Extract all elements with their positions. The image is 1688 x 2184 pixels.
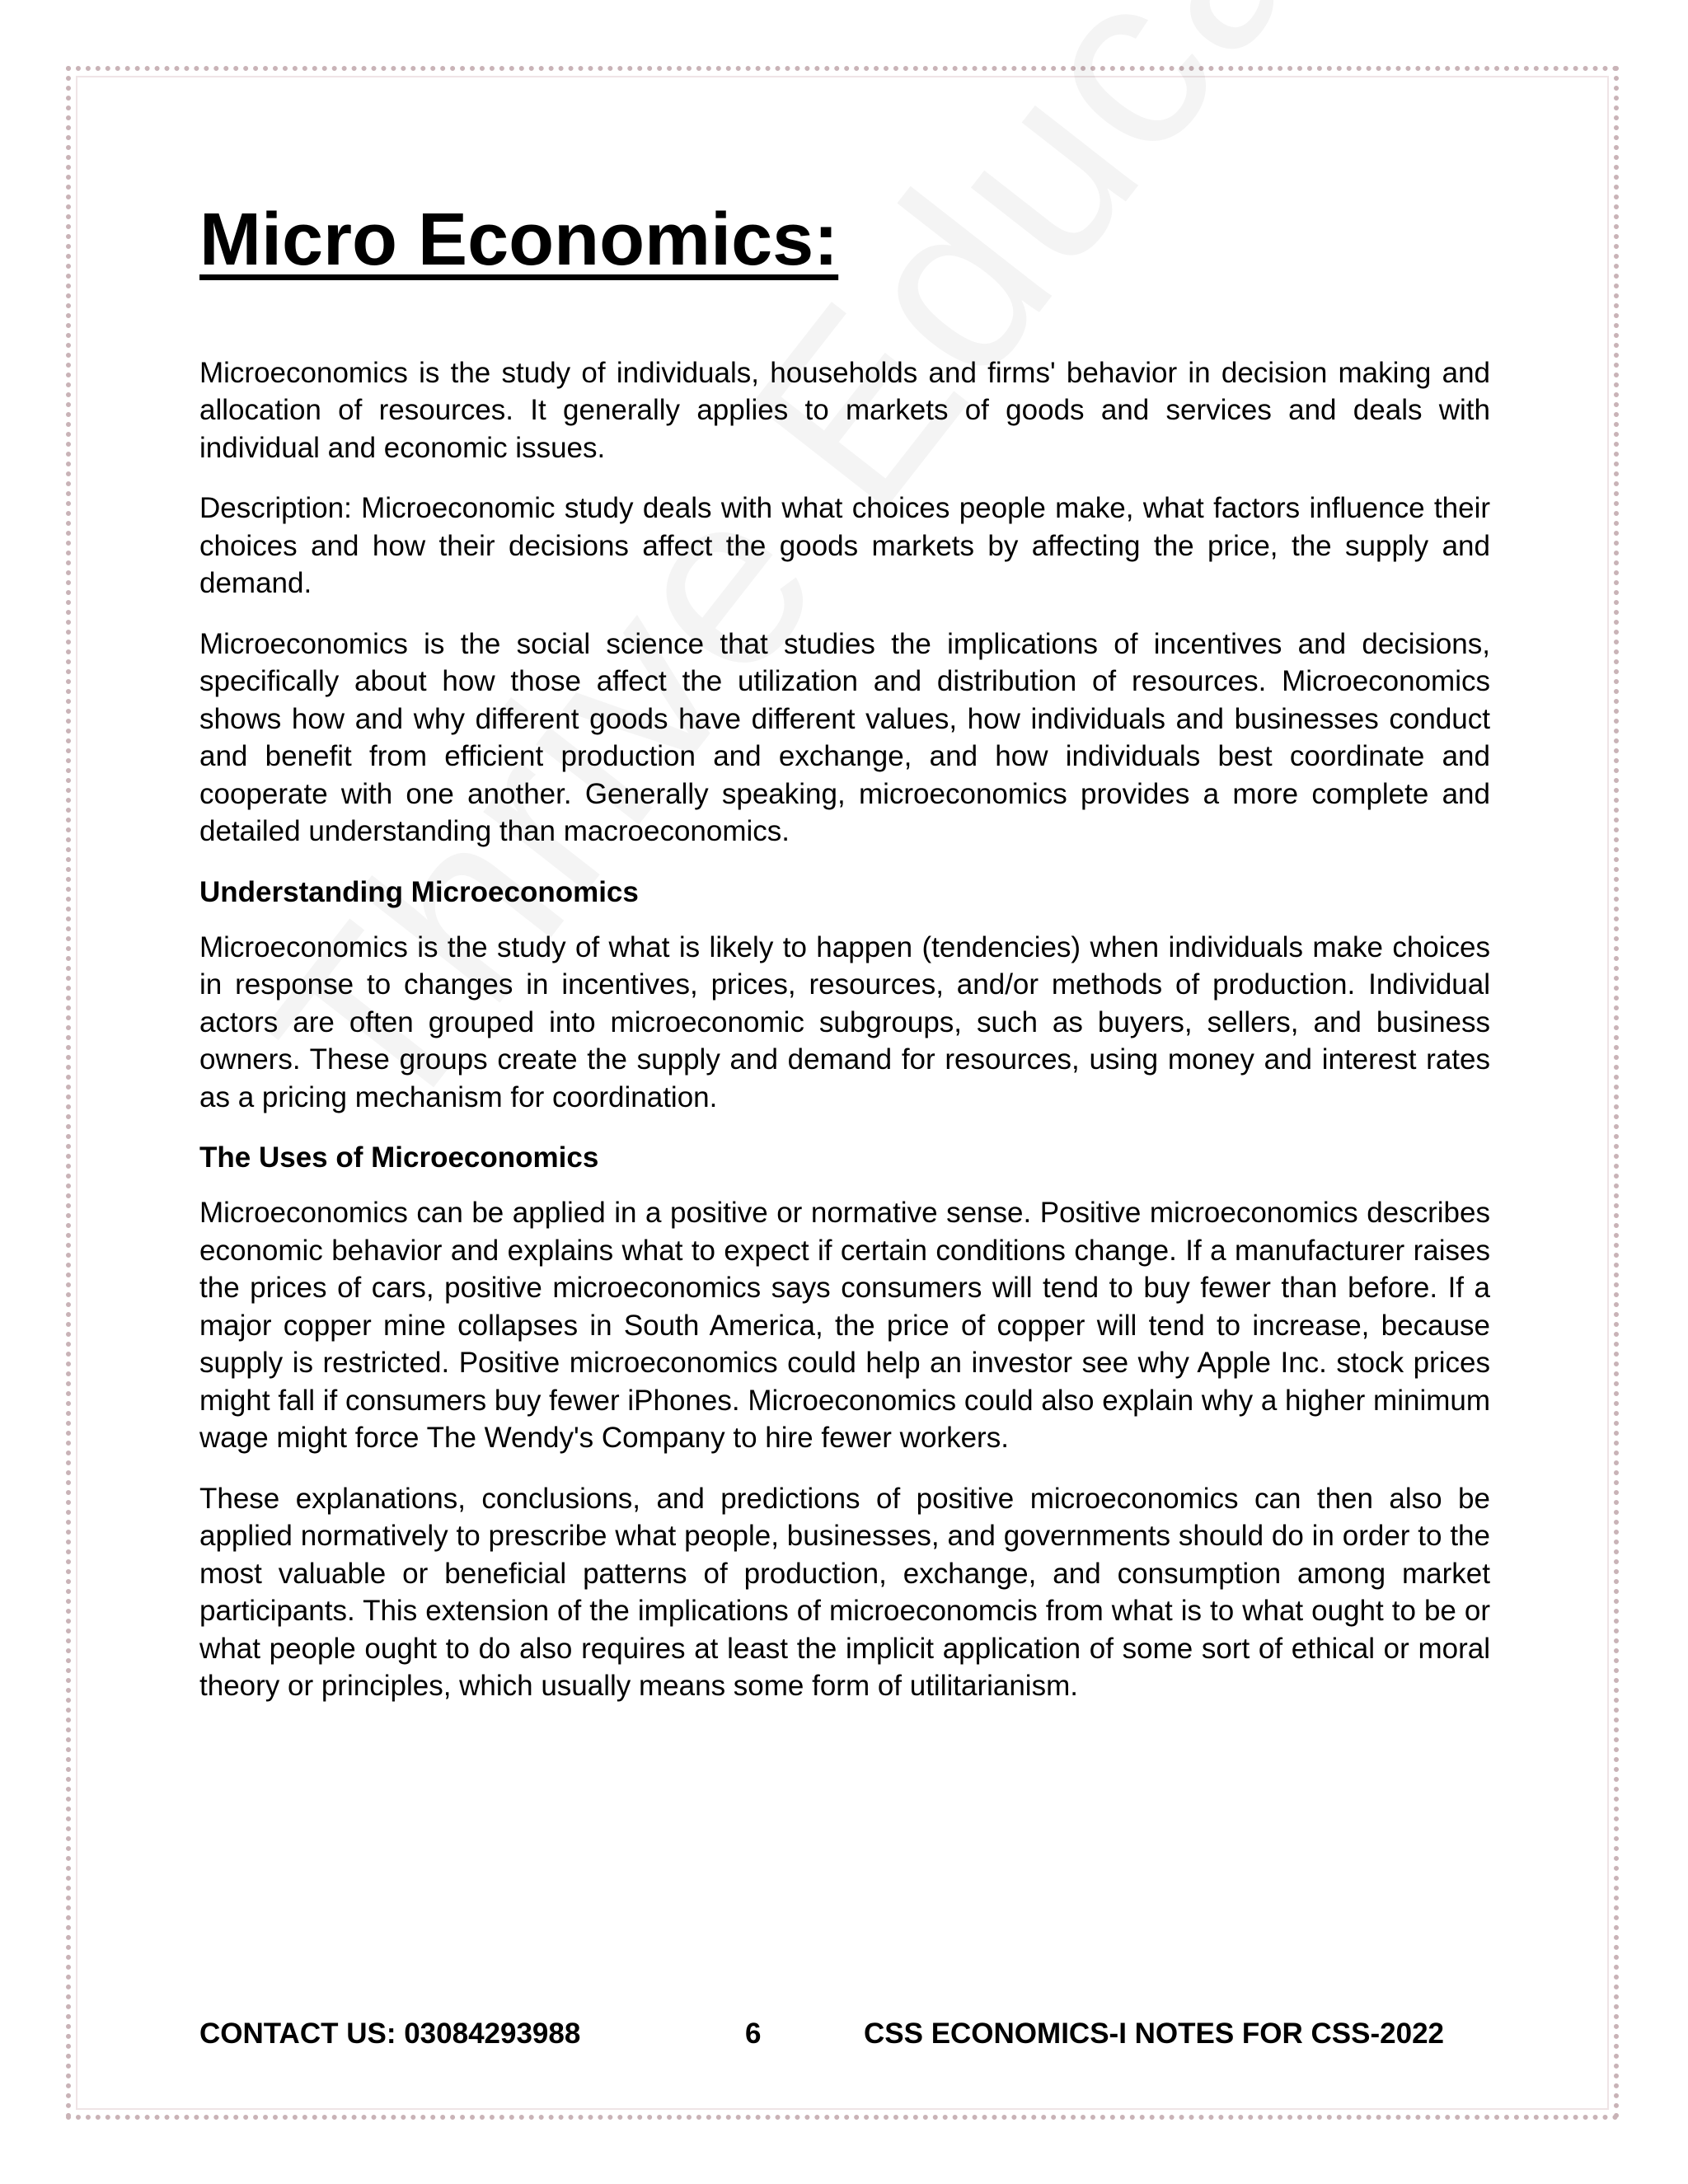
heading-understanding-microeconomics: Understanding Microeconomics <box>199 875 639 908</box>
heading-uses-of-microeconomics: The Uses of Microeconomics <box>199 1141 599 1174</box>
paragraph-understanding: Microeconomics is the study of what is likely to happen (tendencies) when individuals make choices in response to changes in incentives, prices, resources, and/or methods of production. Individual actors are often grouped into microeconomic subgroups, such as buyers, sellers, and business owners. These groups create the supply and demand for resources, using money and interest rates as a pricing mechanism for coordination. <box>199 930 1490 1113</box>
page-title: Micro Economics: <box>199 199 839 281</box>
footer-page-number: 6 <box>745 2018 762 2050</box>
footer-document-title: CSS ECONOMICS-I NOTES FOR CSS-2022 <box>864 2018 1445 2050</box>
paragraph-description: Description: Microeconomic study deals with what choices people make, what factors influence their choices and how their decisions affect the goods markets by affecting the price, the supply and demand. <box>199 492 1490 599</box>
paragraph-intro: Microeconomics is the study of individuals, households and firms' behavior in decision making and allocation of resources. It generally applies to markets of goods and services and deals with individual and economic issues. <box>199 356 1490 464</box>
footer-contact: CONTACT US: 03084293988 <box>199 2018 581 2050</box>
paragraph-uses-positive: Microeconomics can be applied in a positive or normative sense. Positive microeconomics describes economic behavior and explains what to expect if certain conditions change. If a manufacturer raises the prices of cars, positive microeconomics says consumers will tend to buy fewer than before. If a major copper mine collapses in South America, the price of copper will tend to increase, because supply is restricted. Positive microeconomics could help an investor see why Apple Inc. stock prices might fall if consumers buy fewer iPhones. Microeconomics could also explain why a higher minimum wage might force The Wendy's Company to hire fewer workers. <box>199 1197 1490 1454</box>
page-content <box>199 198 1490 1728</box>
paragraph-uses-normative: These explanations, conclusions, and predictions of positive microeconomics can then also be applied normatively to prescribe what people, businesses, and governments should do in order to the most valuable or beneficial patterns of production, exchange, and consumption among market participants. This extension of the implications of microeconomcis from what is to what ought to be or what people ought to do also requires at least the implicit application of some sort of ethical or moral theory or principles, which usually means some form of utilitarianism. <box>199 1482 1490 1702</box>
paragraph-social-science: Microeconomics is the social science that studies the implications of incentives and decisions, specifically about how those affect the utilization and distribution of resources. Microeconomics shows how and why different goods have different values, how individuals and businesses conduct and benefit from efficient production and exchange, and how individuals best coordinate and cooperate with one another. Generally speaking, microeconomics provides a more complete and detailed understanding than macroeconomics. <box>199 627 1490 847</box>
